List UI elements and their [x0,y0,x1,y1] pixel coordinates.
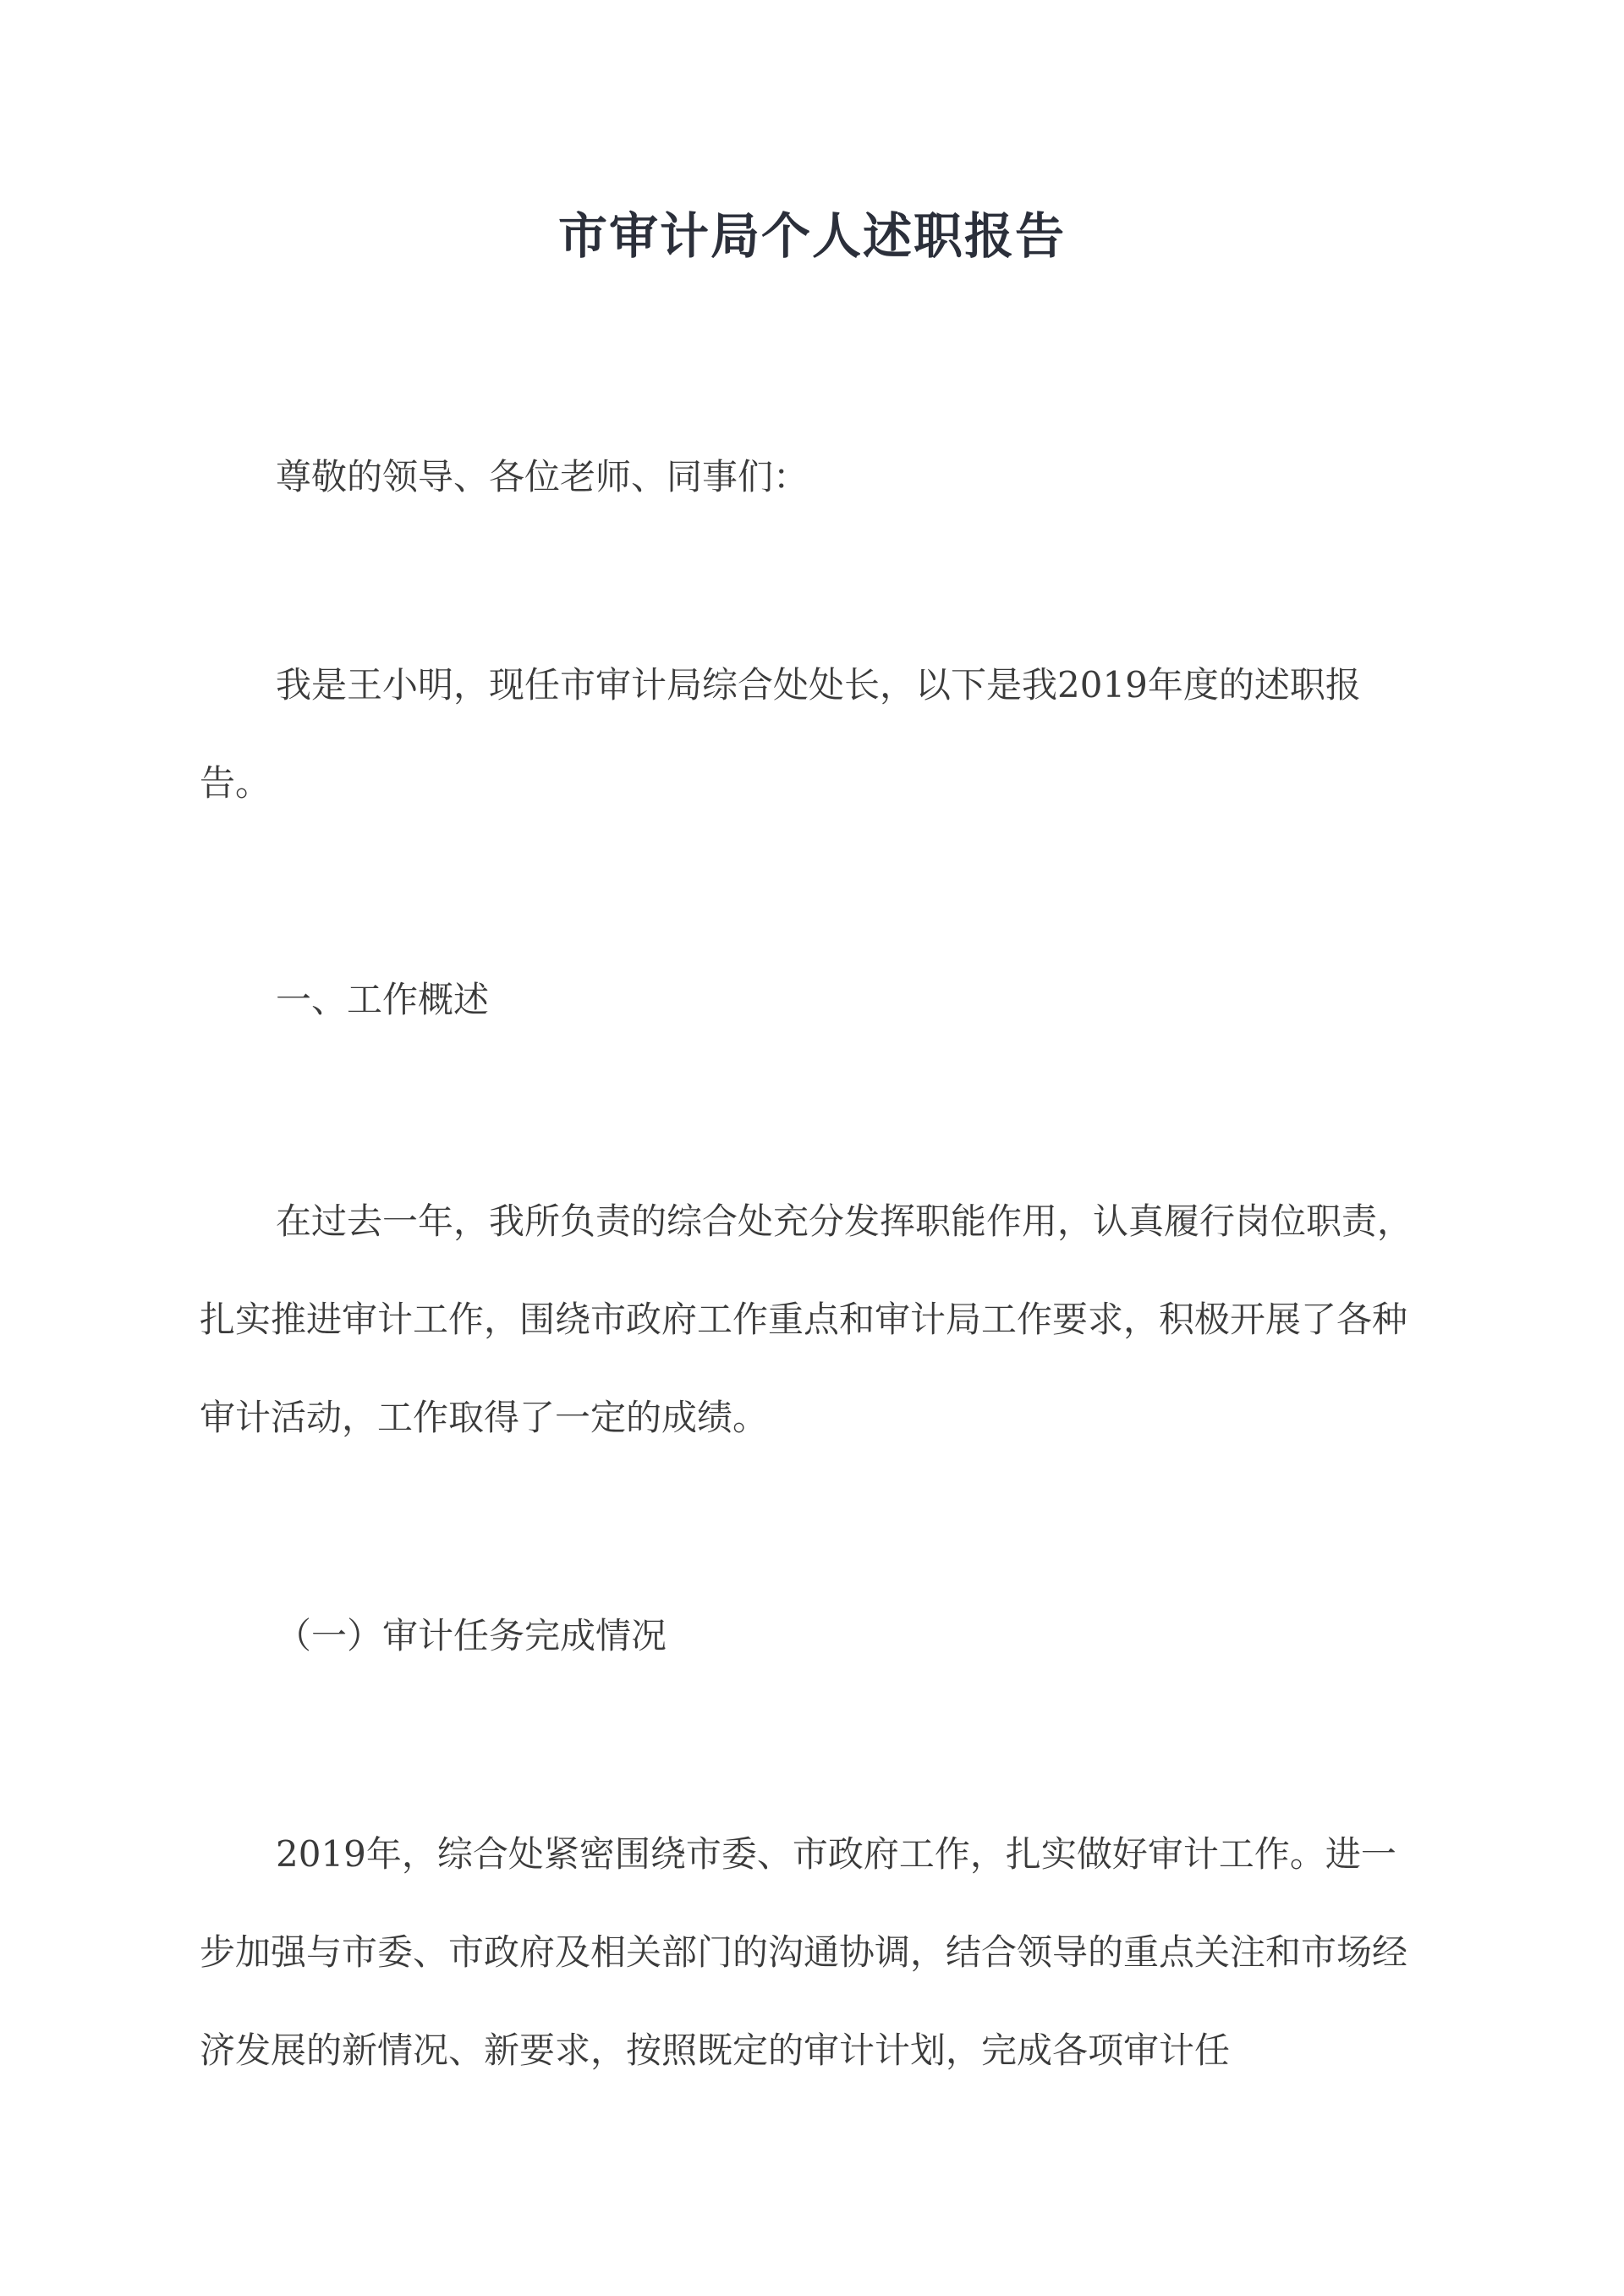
section-heading-overview: 一、工作概述 [276,979,490,1020]
audit-tasks-paragraph: 2019年，综合处紧密围绕市委、市政府工作，扎实做好审计工作。进一步加强与市委、市政府及相关部门的沟通协调，结合领导的重点关注和市场经济发展的新情况、新要求，按照既定的审计计划，完成各项审计任 [200,1833,1408,2071]
document-title: 市审计局个人述职报告 [557,207,1066,265]
subsection-heading-audit-tasks: （一）审计任务完成情况 [276,1615,667,1656]
salutation: 尊敬的领导、各位老师、同事们： [276,456,809,497]
overview-paragraph: 在过去一年，我所负责的综合处充分发挥职能作用，认真履行岗位职责，扎实推进审计工作，围绕市政府工作重点和审计局工作要求，积极开展了各种审计活动，工作取得了一定的成绩。 [200,1200,1413,1438]
intro-paragraph: 我是王小明，现任市审计局综合处处长，以下是我2019年度的述职报告。 [200,664,1361,804]
